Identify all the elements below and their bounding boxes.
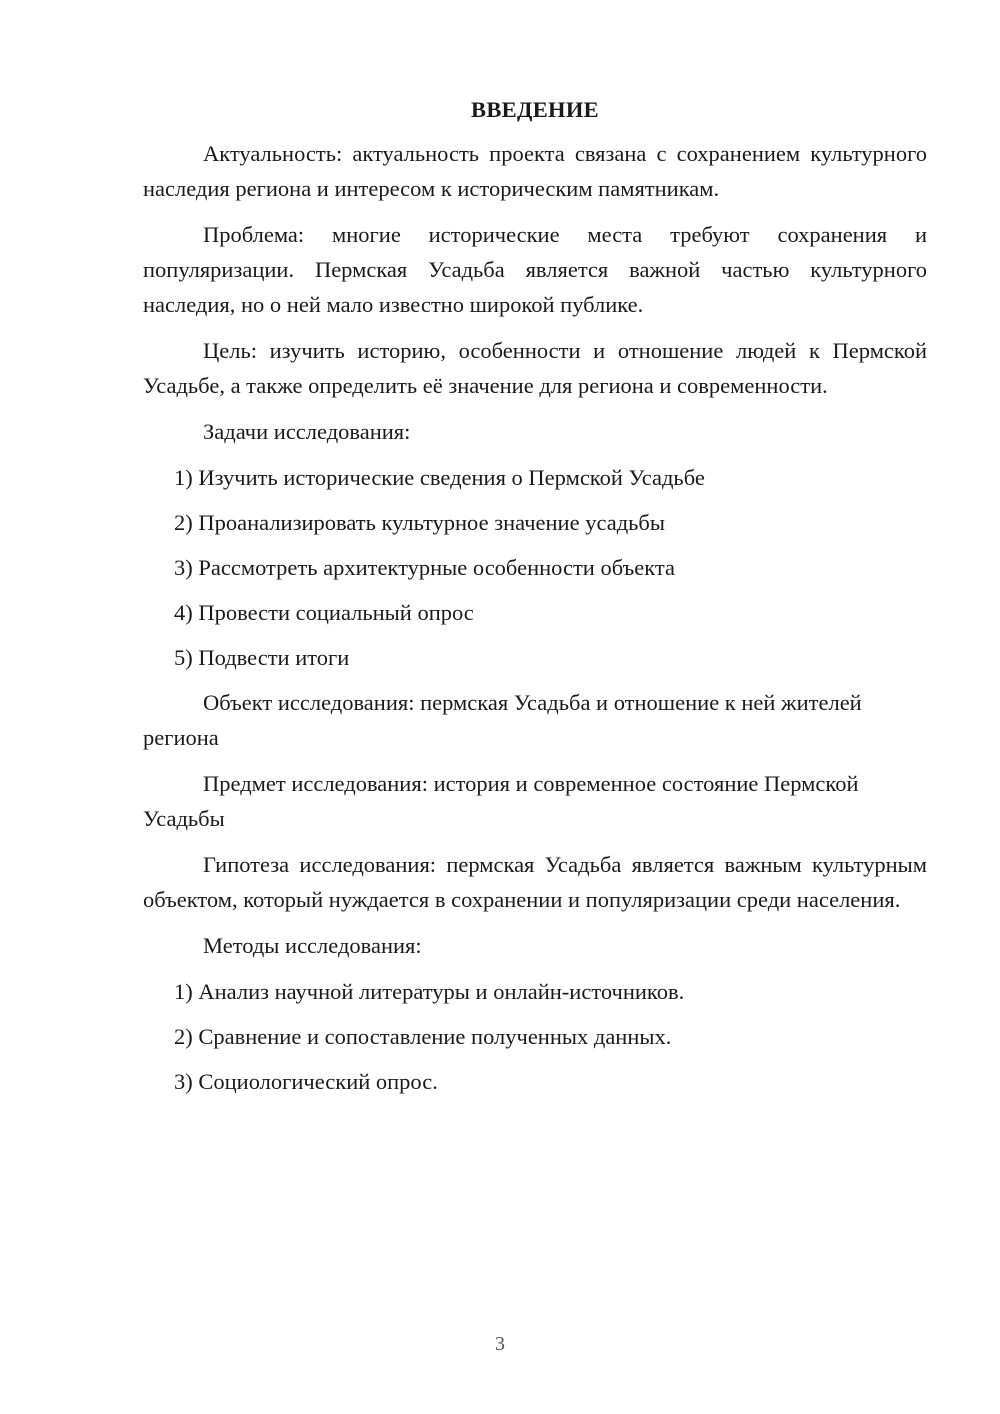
tasks-heading: Задачи исследования: <box>203 419 411 444</box>
problem-paragraph: Проблема: многие исторические места требуют сохранения и популяризации. Пермская Усадьба является важной частью культурного наследия, но о ней мало известно широкой публике. <box>143 222 927 317</box>
list-item: 3) Рассмотреть архитектурные особенности объекта <box>174 555 675 580</box>
list-item: 2) Проанализировать культурное значение усадьбы <box>174 510 665 535</box>
goal-paragraph: Цель: изучить историю, особенности и отношение людей к Пермской Усадьбе, а также определить её значение для региона и современности. <box>143 338 927 398</box>
relevance-paragraph: Актуальность: актуальность проекта связана с сохранением культурного наследия региона и интересом к историческим памятникам. <box>143 141 927 201</box>
tasks-list <box>143 460 927 675</box>
list-item: 3) Социологический опрос. <box>174 1069 438 1094</box>
document-page <box>143 95 927 1109</box>
hypothesis-paragraph: Гипотеза исследования: пермская Усадьба является важным культурным объектом, который нуждается в сохранении и популяризации среди населения. <box>143 852 927 912</box>
page-number: 3 <box>495 1333 505 1355</box>
list-item: 4) Провести социальный опрос <box>174 600 474 625</box>
methods-heading: Методы исследования: <box>203 933 422 958</box>
section-title: ВВЕДЕНИЕ <box>471 97 599 122</box>
methods-list <box>143 974 927 1099</box>
list-item: 2) Сравнение и сопоставление полученных данных. <box>174 1024 672 1049</box>
list-item: 1) Изучить исторические сведения о Пермской Усадьбе <box>174 465 705 490</box>
list-item: 5) Подвести итоги <box>174 645 350 670</box>
list-item: 1) Анализ научной литературы и онлайн-источников. <box>174 979 685 1004</box>
object-paragraph: Объект исследования: пермская Усадьба и отношение к ней жителей региона <box>143 690 862 750</box>
subject-paragraph: Предмет исследования: история и современное состояние Пермской Усадьбы <box>143 771 859 831</box>
